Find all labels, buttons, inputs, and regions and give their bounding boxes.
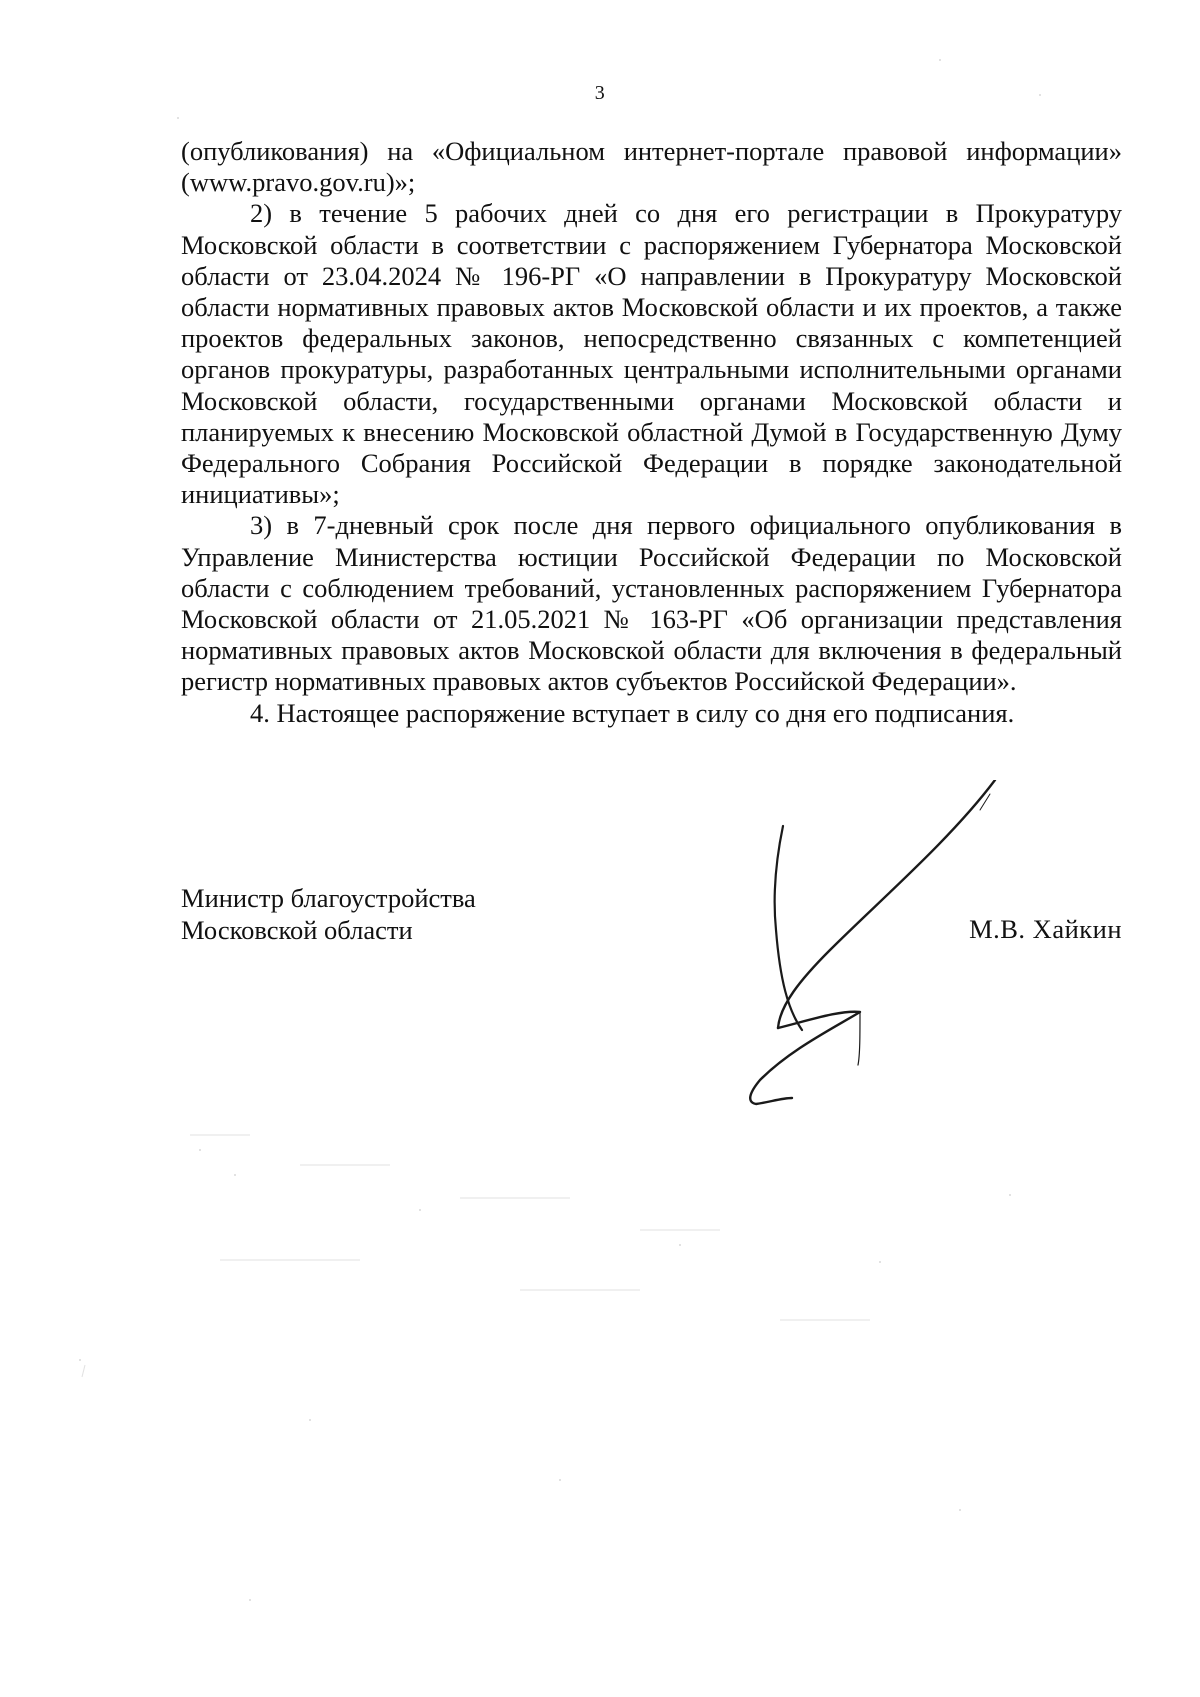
page-number: 3 xyxy=(594,82,606,104)
paragraph-continuation: (опубликования) на «Официальном интернет-портале правовой информации» (www.pravo.gov.ru)»; xyxy=(181,136,1122,198)
paragraph-item-3: 3) в 7-дневный срок после дня первого официального опубликования в Управление Министерства юстиции Российской Федерации по Московской области с соблюдением требований, установленных распоряжением Губернатора Московской области от 21.05.2021 № 163-РГ «Об организации представления нормативных правовых актов Московской области для включения в федеральный регистр нормативных правовых актов субъектов Российской Федерации». xyxy=(181,510,1122,697)
document-body xyxy=(181,136,1122,729)
paragraph-item-4: 4. Настоящее распоряжение вступает в силу со дня его подписания. xyxy=(250,697,1015,728)
signatory-title xyxy=(181,883,476,946)
signatory-name: М.В. Хайкин xyxy=(969,914,1122,944)
signatory-title-line-2: Московской области xyxy=(181,914,413,945)
paragraph-item-2: 2) в течение 5 рабочих дней со дня его регистрации в Прокуратуру Московской области в соответствии с распоряжением Губернатора Московской области от 23.04.2024 № 196-РГ «О направлении в Прокуратуру Московской области нормативных правовых актов Московской области и их проектов, а также проектов федеральных законов, непосредственно связанных с компетенцией органов прокуратуры, разработанных центральными исполнительными органами Московской области, государственными органами Московской области и планируемых к внесению Московской областной Думой в Государственную Думу Федерального Собрания Российской Федерации в порядке законодательной инициативы»; xyxy=(181,198,1122,510)
handwritten-signature xyxy=(720,780,1040,1120)
signatory-title-line-1: Министр благоустройства xyxy=(181,883,476,913)
